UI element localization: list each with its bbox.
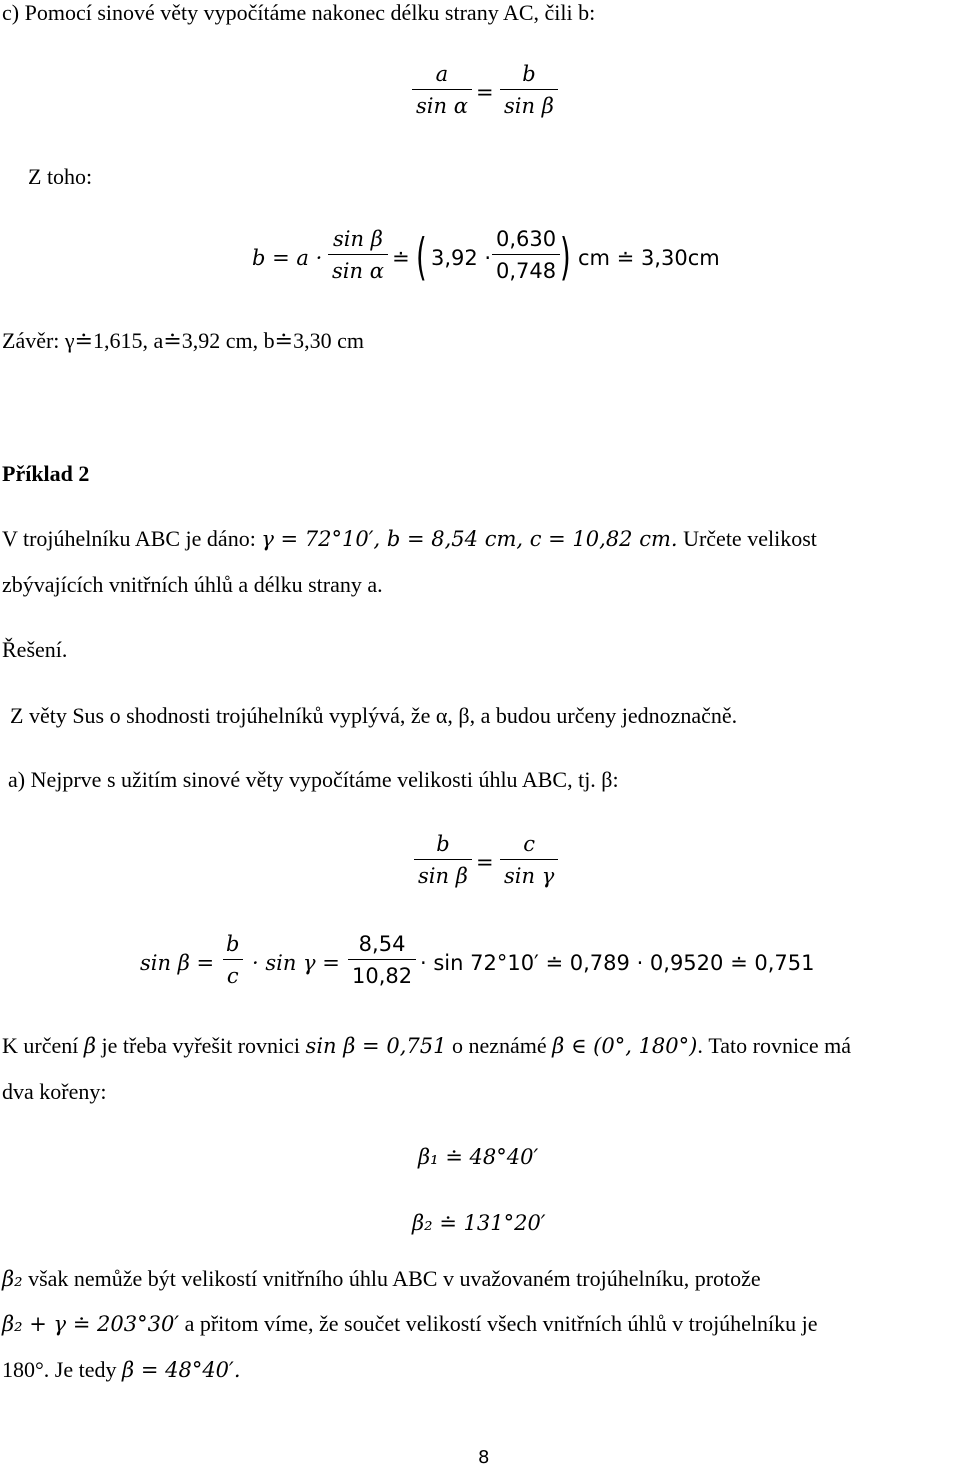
zaver-line: Závěr: γ≐1,615, a≐3,92 cm, b≐3,30 cm <box>2 328 364 353</box>
part-c-intro: c) Pomocí sinové věty vypočítáme nakonec délku strany AC, čili b: <box>2 0 596 25</box>
fraction-854-1082: $\frac{8,54}{10,82}$ <box>348 934 416 987</box>
reseni-label: Řešení. <box>2 637 68 662</box>
fraction-c-sin-gamma: $\frac{c}{\text{sin γ}}$ <box>500 834 558 887</box>
z-toho-label: Z toho: <box>28 164 93 189</box>
beta-2-root: β₂ ≐ 131°20′ <box>412 1211 546 1235</box>
example-heading: Příklad 2 <box>2 461 90 486</box>
roots-line-2: dva kořeny: <box>2 1079 107 1104</box>
task-line-2: zbývajících vnitřních úhlů a délku strany a. <box>2 572 383 597</box>
conclusion-line-3: 180°. Je tedy β = 48°40′. <box>2 1357 241 1382</box>
sus-line: Z věty Sus o shodnosti trojúhelníků vyplývá, že α, β, a budou určeny jednoznačně. <box>10 703 738 728</box>
roots-line-1: K určení β je třeba vyřešit rovnici sin β = 0,751 o neznámé β ∈ (0°, 180°). Tato rovnice má <box>2 1033 851 1058</box>
right-paren: ) <box>560 228 571 286</box>
conclusion-line-2: β₂ + γ ≐ 203°30′ a přitom víme, že součet velikostí všech vnitřních úhlů v trojúhelníku je <box>2 1311 818 1336</box>
beta-1-root: β₁ ≐ 48°40′ <box>418 1145 539 1169</box>
page-number: 8 <box>478 1447 490 1468</box>
fraction-b-sin-beta-2: $\frac{b}{\text{sin β}}$ <box>414 834 472 887</box>
left-paren: ( <box>416 228 427 286</box>
fraction-b-sin-beta: $\frac{b}{\text{sin β}}$ <box>500 64 558 117</box>
task-line-1: V trojúhelníku ABC je dáno: γ = 72°10′, b = 8,54 cm, c = 10,82 cm. Určete velikost <box>2 526 817 551</box>
conclusion-line-1: β₂ však nemůže být velikostí vnitřního úhlu ABC v uvažovaném trojúhelníku, protože <box>2 1266 761 1291</box>
fraction-0630-0748: $\frac{0,630}{0,748}$ <box>492 229 560 282</box>
fraction-a-sin-alpha: $\frac{a}{\text{sin α}}$ <box>412 64 472 117</box>
step-a-line: a) Nejprve s užitím sinové věty vypočítáme velikosti úhlu ABC, tj. β: <box>8 767 619 792</box>
fraction-sin-beta-sin-alpha: $\frac{\text{sin β}}{\text{sin α}}$ <box>328 229 388 282</box>
fraction-b-c: $\frac{b}{c}$ <box>222 934 243 987</box>
